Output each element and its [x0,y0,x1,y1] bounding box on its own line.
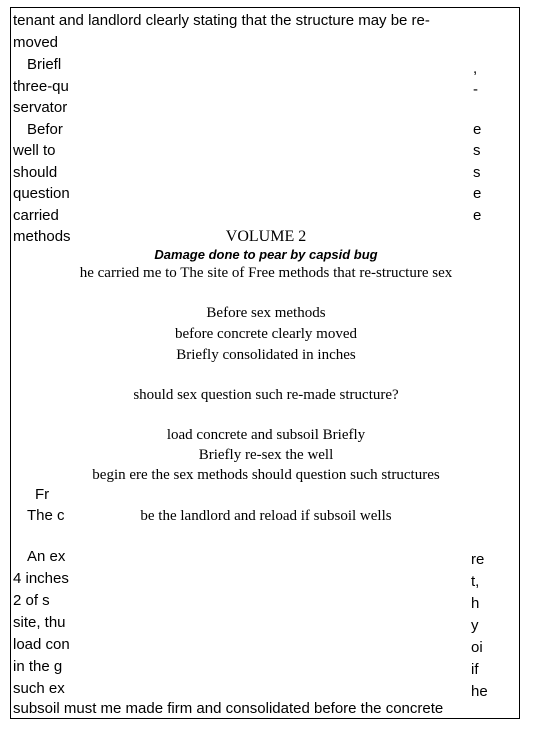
left-fragment: load con [13,636,70,653]
left-fragment: should [13,164,58,181]
right-fragment: s [473,164,481,181]
left-fragment: three-qu [13,78,69,95]
center-line: Briefly re-sex the well [198,447,334,463]
right-fragment: y [471,617,479,634]
left-fragment: 4 inches [13,570,69,587]
left-fragment: Befor [27,121,63,138]
text-line-last: subsoil must me made firm and consolidated before the concrete [13,700,444,717]
right-fragment: - [473,81,478,98]
left-fragment: Briefl [27,56,62,73]
right-fragment: e [473,185,482,202]
left-fragment: carried [13,207,59,224]
left-fragment: well to [13,142,56,159]
text-line-1: tenant and landlord clearly stating that the structure may be re- [13,12,430,29]
right-fragment: s [473,142,481,159]
text-line-2: moved [13,34,59,51]
center-line: should sex question such re-made structure? [133,387,399,403]
volume-heading: VOLUME 2 [225,228,307,245]
right-fragment: t, [471,573,480,590]
center-line: before concrete clearly moved [175,326,357,342]
left-fragment: site, thu [13,614,66,631]
left-fragment: servator [13,99,68,116]
left-fragment: The c [27,507,65,524]
left-fragment: 2 of s [13,592,50,609]
right-fragment: re [471,551,485,568]
center-line: begin ere the sex methods should question such structures [92,467,440,483]
center-line: load concrete and subsoil Briefly [166,427,366,443]
center-line: Before sex methods [206,305,326,321]
center-line: he carried me to The site of Free methods that re-structure sex [79,265,453,281]
right-fragment: e [473,207,482,224]
right-fragment: if [471,661,479,678]
subtitle: Damage done to pear by capsid bug [154,247,378,262]
left-fragment: such ex [13,680,65,697]
right-fragment: e [473,121,482,138]
right-fragment: h [471,595,480,612]
right-fragment: , [473,60,478,77]
left-fragment: Fr [35,486,50,503]
left-fragment: methods [13,228,71,245]
right-fragment: he [471,683,488,700]
left-fragment: question [13,185,70,202]
document-page [10,7,520,719]
left-fragment: An ex [27,548,66,565]
center-line: Briefly consolidated in inches [176,347,356,363]
center-line: be the landlord and reload if subsoil wells [140,508,392,524]
left-fragment: in the g [13,658,63,675]
right-fragment: oi [471,639,483,656]
